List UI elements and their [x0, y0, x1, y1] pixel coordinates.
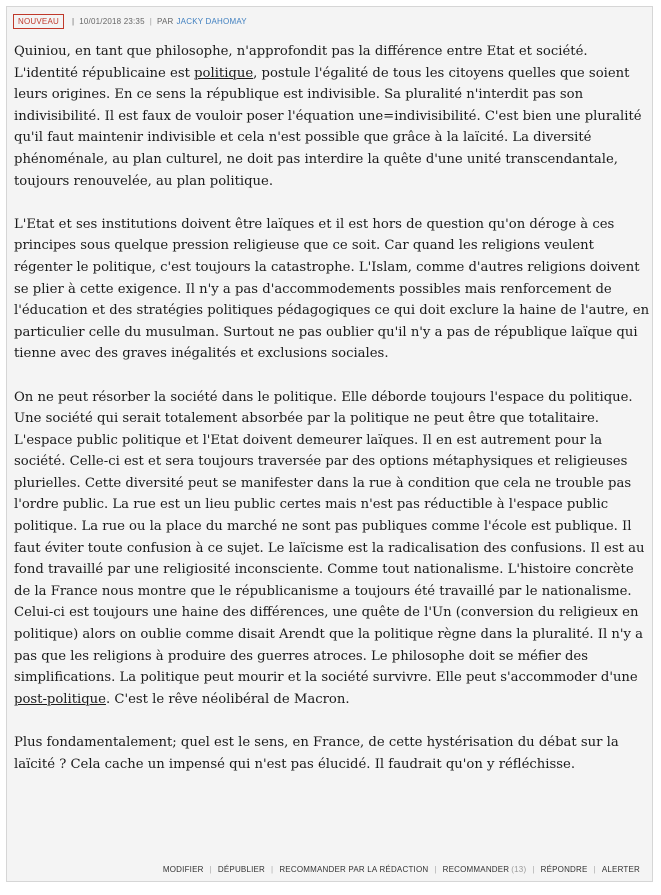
actions-sep: |	[593, 865, 596, 874]
paragraph-4: Plus fondamentalement; quel est le sens, en France, de cette hystérisation du débat sur la laïcité ? Cela cache un impensé qui n'est pas élucidé. Il faudrait qu'on y réfléchisse.	[14, 735, 619, 772]
new-badge: NOUVEAU	[13, 14, 64, 29]
modifier-link[interactable]: MODIFIER	[162, 865, 204, 874]
paragraph-2: L'Etat et ses institutions doivent être laïques et il est hors de question qu'on déroge à ces principes sous quelque pression religieuse que ce soit. Car quand les religions veulent régenter le politique, c'est toujours la catastrophe. L'Islam, comme d'autres religions doivent se plier à cette exigence. Il n'y a pas d'accommodements possibles mais renforcement de l'éducation et des stratégies politiques pédagogiques ce qui doit exclure la haine de l'autre, en particulier celle du musulman. Surtout ne pas oublier qu'il n'y a pas de république laïque qui tienne avec des graves inégalités et exclusions sociales.	[14, 216, 650, 362]
paragraph-3	[14, 387, 654, 711]
comment-card	[6, 6, 653, 882]
actions-sep: |	[271, 865, 274, 874]
paragraph-3-text-a: On ne peut résorber la société dans le politique. Elle déborde toujours l'espace du politique. Une société qui serait totalement absorbée par la politique ne peut être que totalitaire. L'espace public politique et l'Etat doivent demeurer laïques. Il en est autrement pour la société. Celle-ci est et sera toujours traversée par des options métaphysiques et religieuses plurielles. Cette diversité peut se manifester dans la rue à condition que cela ne trouble pas l'ordre public. La rue est un lieu public certes mais n'est pas réductible à l'espace public politique. La rue ou la place du marché ne sont pas publiques comme l'école est publique. Il faut éviter toute confusion à ce sujet. Le laïcisme est la radicalisation des confusions. Il est au fond travaillé par une religiosité inconsciente. Comme tout nationalisme. L'histoire concrète de la France nous montre que le républicanisme a toujours été travaillé par le nationalisme. Celui-ci est toujours une haine des différences, une quête de l'Un (conversion du religieux en politique) alors on oublie comme disait Arendt que la politique règne dans la pluralité. Il n'y a pas que les religions à produire des guerres atroces. Le philosophe doit se méfier des simplifications. La politique peut mourir et la société survivre. Elle peut s'accommoder d'une	[14, 389, 645, 686]
paragraph-1-text-b: , postule l'égalité de tous les citoyens quelles que soient leurs origines. En ce sens la république est indivisible. Sa pluralité n'interdit pas son indivisibilité. Il est faux de vouloir poser l'équation une=indivisibilité. C'est bien une pluralité qu'il faut maintenir indivisible et cela n'est possible que grâce à la laïcité. La diversité phénoménale, au plan culturel, ne doit pas interdire la quête d'une unité transcendantale, toujours renouvelée, au plan politique.	[14, 65, 642, 189]
actions-sep: |	[532, 865, 535, 874]
paragraph-3-text-b: . C'est le rêve néolibéral de Macron.	[105, 691, 350, 707]
comment-meta	[13, 12, 247, 30]
comment-actions	[163, 865, 640, 874]
depublier-link[interactable]: DÉPUBLIER	[217, 865, 266, 874]
comment-sep: |	[71, 16, 75, 26]
recommander-link[interactable]: RECOMMANDER	[442, 865, 510, 874]
actions-sep: |	[434, 865, 437, 874]
comment-body	[14, 41, 654, 797]
underlined-post-politique: post-politique	[14, 691, 106, 707]
underlined-politique: politique	[194, 65, 254, 81]
comment-sep: |	[149, 16, 153, 26]
alerter-link[interactable]: ALERTER	[601, 865, 640, 874]
paragraph-1	[14, 41, 654, 192]
recommander-count: (13)	[511, 865, 527, 874]
author-link[interactable]: JACKY DAHOMAY	[176, 16, 247, 26]
comment-datetime: 10/01/2018 23:35	[79, 16, 145, 26]
actions-sep: |	[209, 865, 212, 874]
paragraph-1-text-a: Quiniou, en tant que philosophe, n'approfondit pas la différence entre Etat et société. L'identité républicaine est	[14, 44, 588, 81]
repondre-link[interactable]: RÉPONDRE	[540, 865, 588, 874]
recommander-redaction-link[interactable]: RECOMMANDER PAR LA RÉDACTION	[279, 865, 429, 874]
by-label: PAR	[157, 16, 174, 26]
